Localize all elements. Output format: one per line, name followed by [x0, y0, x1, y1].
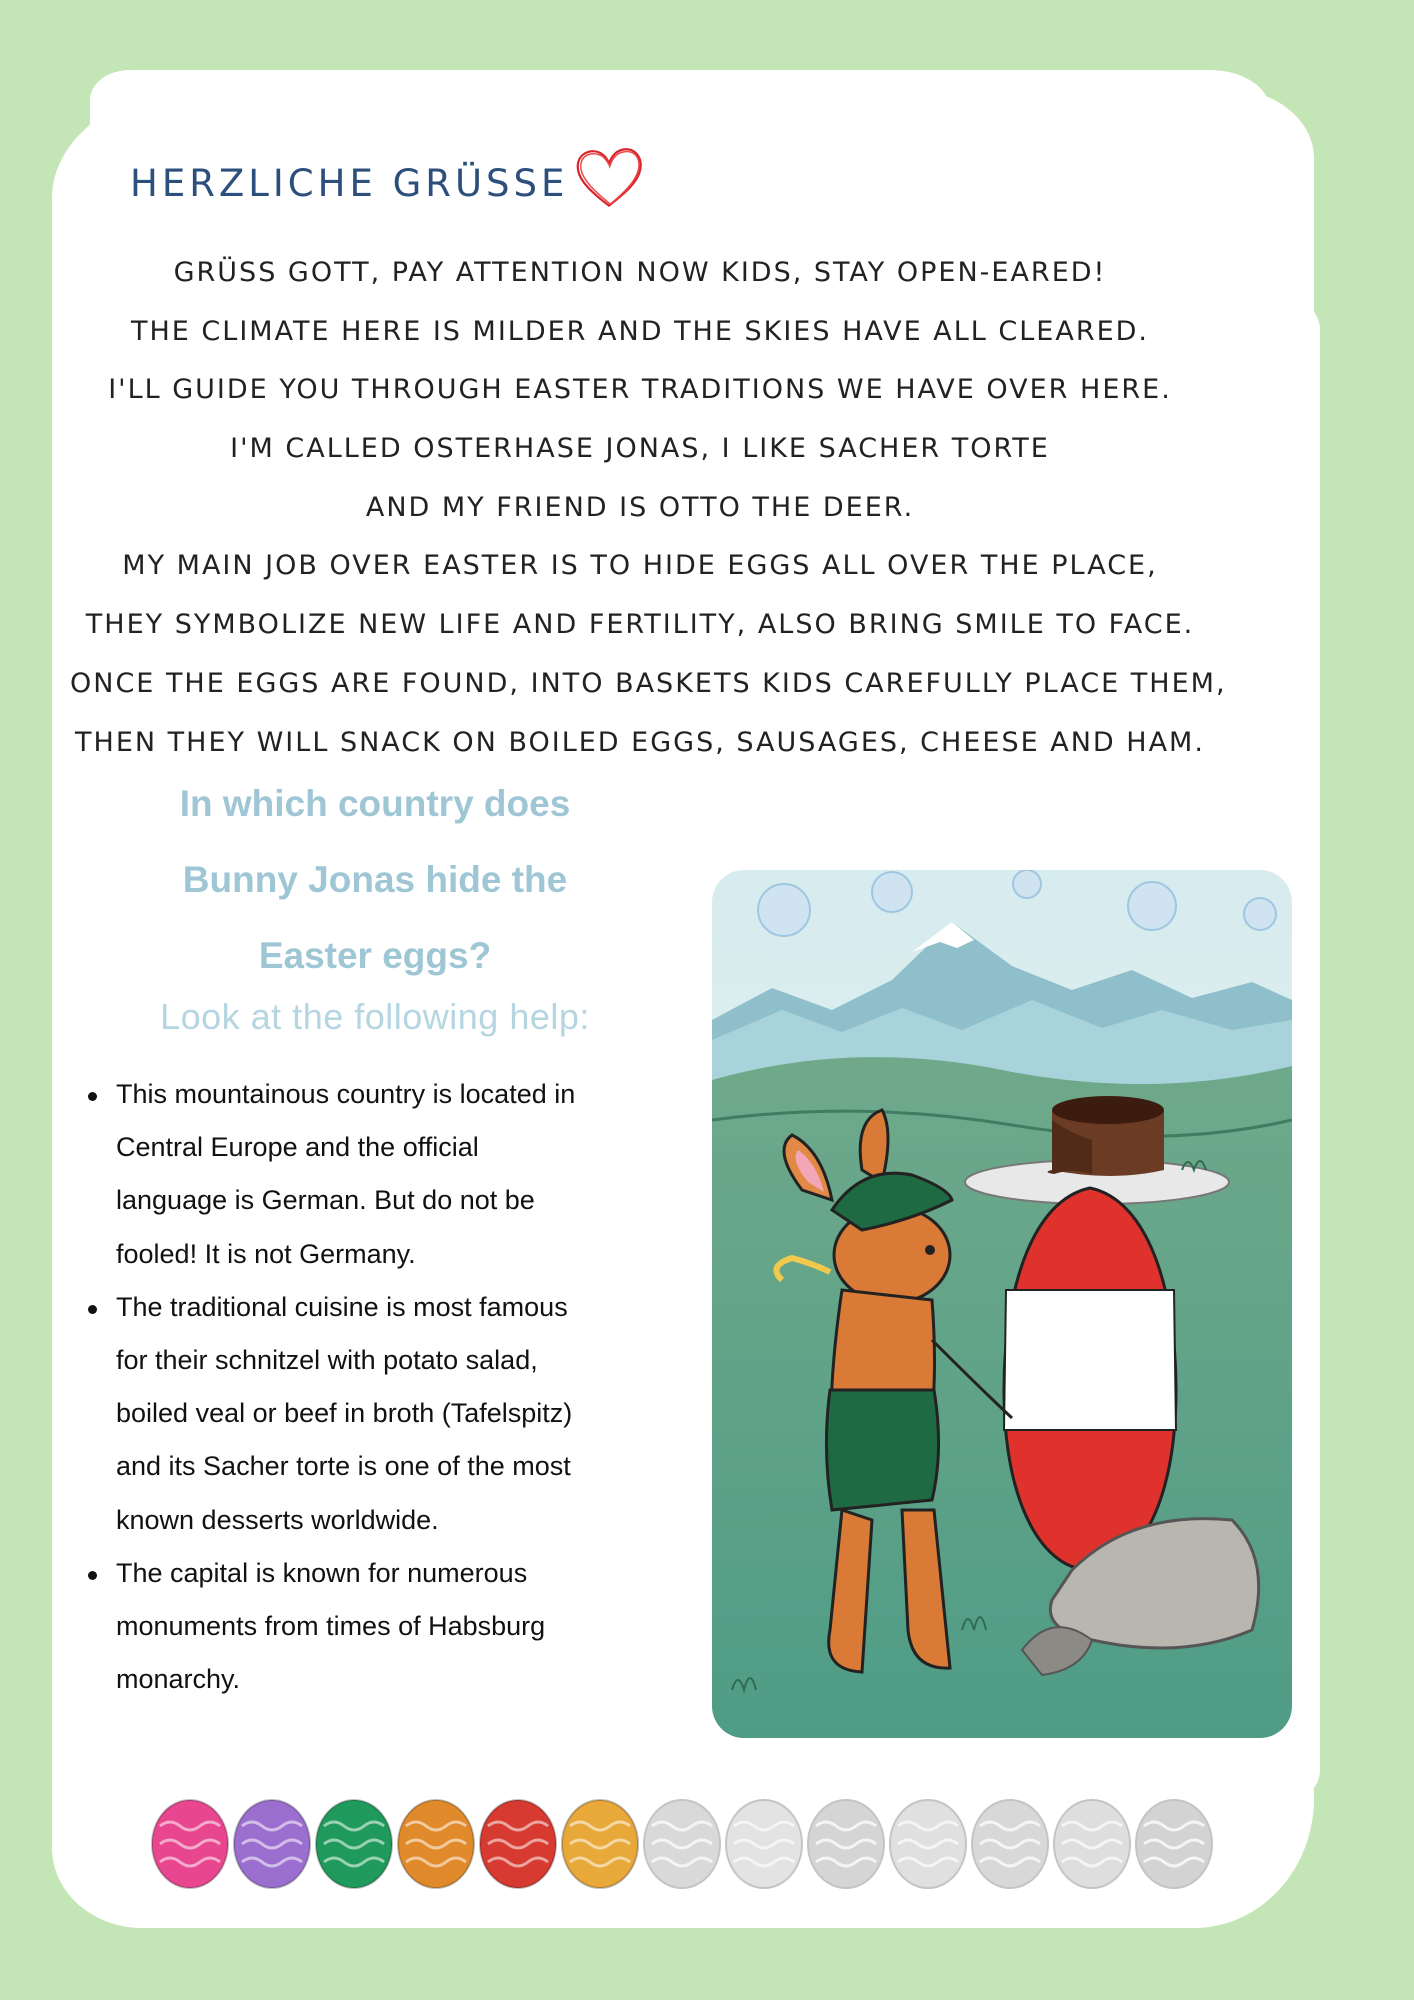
colored-egg-icon	[152, 1800, 228, 1888]
bunny-illustration	[712, 870, 1292, 1738]
greeting-title: HERZLICHE GRÜSSE	[130, 161, 569, 205]
hint-line: This mountainous country is located in	[116, 1079, 576, 1109]
hint-line: The capital is known for numerous	[116, 1557, 528, 1588]
uncolored-egg-icon	[808, 1800, 884, 1888]
uncolored-egg-icon	[726, 1800, 802, 1888]
bullet-icon	[88, 1571, 97, 1580]
hint-line: monarchy.	[116, 1664, 241, 1695]
uncolored-egg-icon	[644, 1800, 720, 1888]
poem-line: THEY SYMBOLIZE NEW LIFE AND FERTILITY, ALSO BRING SMILE TO FACE.	[85, 609, 1195, 641]
hint-line: and its Sacher torte is one of the most	[116, 1451, 571, 1482]
hint-line: known desserts worldwide.	[116, 1504, 439, 1535]
hint-line: fooled! It is not Germany.	[116, 1238, 416, 1269]
hint-item	[116, 1068, 736, 1281]
uncolored-egg-icon	[1136, 1800, 1212, 1888]
question-line: In which country does	[179, 783, 571, 824]
bullet-icon	[88, 1305, 97, 1314]
egg-progress-row	[150, 1796, 1250, 1892]
colored-egg-icon	[562, 1800, 638, 1888]
question-line: Easter eggs?	[258, 935, 492, 976]
hint-line: monuments from times of Habsburg	[116, 1611, 546, 1642]
bullet-icon	[88, 1092, 97, 1101]
help-title: Look at the following help:	[160, 996, 590, 1037]
hint-line: language is German. But do not be	[116, 1185, 535, 1216]
colored-egg-icon	[480, 1800, 556, 1888]
poem	[70, 244, 1227, 772]
hint-list	[82, 1068, 736, 1706]
uncolored-egg-icon	[1054, 1800, 1130, 1888]
colored-egg-icon	[398, 1800, 474, 1888]
heart-icon	[572, 142, 646, 216]
poem-line: I'LL GUIDE YOU THROUGH EASTER TRADITIONS WE HAVE OVER HERE.	[108, 374, 1172, 406]
poem-line: AND MY FRIEND IS OTTO THE DEER.	[365, 491, 915, 523]
poem-line: MY MAIN JOB OVER EASTER IS TO HIDE EGGS ALL OVER THE PLACE,	[122, 550, 1158, 582]
hint-line: Central Europe and the official	[116, 1132, 479, 1163]
greeting-header	[130, 150, 646, 216]
hint-item	[116, 1281, 736, 1547]
colored-egg-icon	[316, 1800, 392, 1888]
hint-line: boiled veal or beef in broth (Tafelspitz)	[116, 1398, 573, 1429]
poem-line: I'M CALLED OSTERHASE JONAS, I LIKE SACHER TORTE	[230, 433, 1050, 465]
poem-line: THE CLIMATE HERE IS MILDER AND THE SKIES HAVE ALL CLEARED.	[130, 315, 1150, 347]
question-line: Bunny Jonas hide the	[182, 859, 568, 900]
hint-item	[116, 1547, 736, 1707]
austria-flag-egg	[1004, 1188, 1176, 1570]
poem-line: THEN THEY WILL SNACK ON BOILED EGGS, SAUSAGES, CHEESE AND HAM.	[75, 726, 1205, 758]
hint-line: The traditional cuisine is most famous	[116, 1291, 568, 1322]
quiz-question	[115, 766, 635, 994]
uncolored-egg-icon	[890, 1800, 966, 1888]
hint-line: for their schnitzel with potato salad,	[116, 1345, 538, 1376]
colored-egg-icon	[234, 1800, 310, 1888]
poem-line: ONCE THE EGGS ARE FOUND, INTO BASKETS KIDS CAREFULLY PLACE THEM,	[70, 667, 1227, 699]
uncolored-egg-icon	[972, 1800, 1048, 1888]
poem-line: GRÜSS GOTT, PAY ATTENTION NOW KIDS, STAY OPEN-EARED!	[173, 257, 1107, 288]
